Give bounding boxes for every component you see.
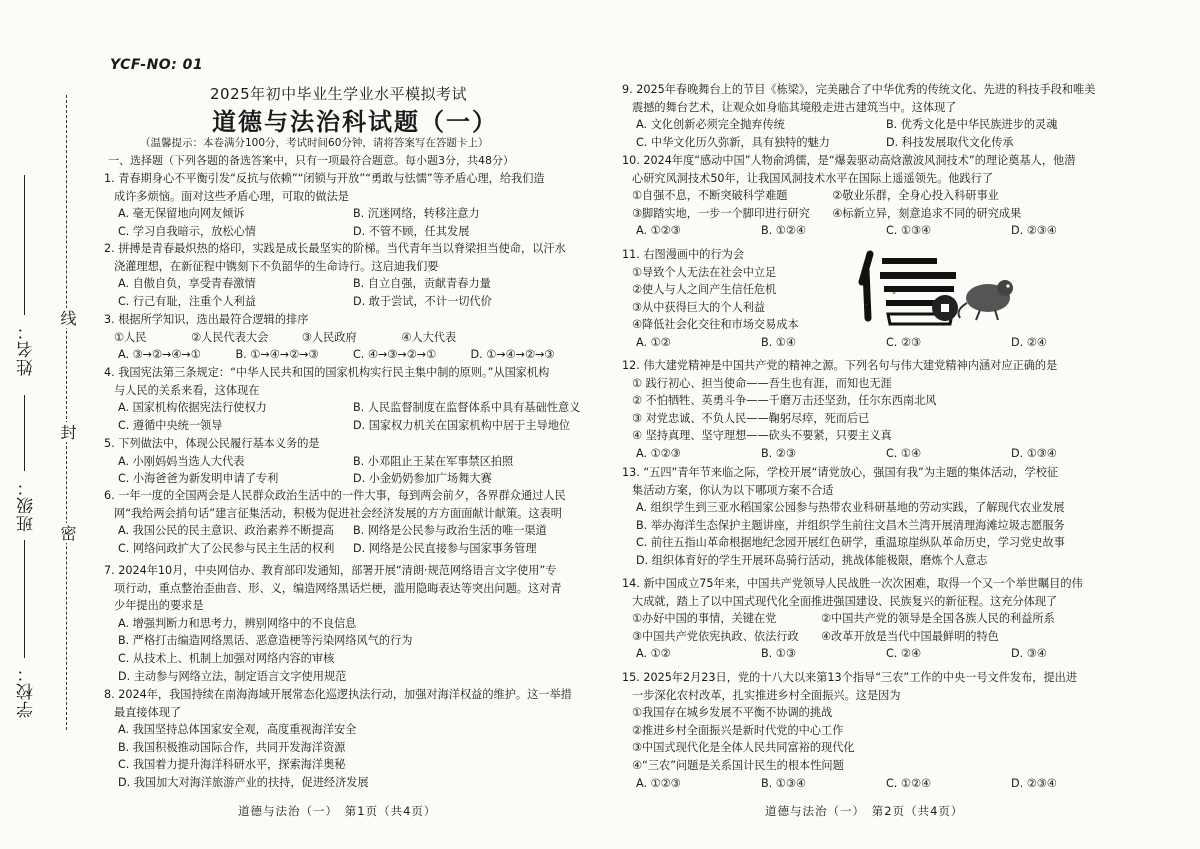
question-left_questions-3 (104, 364, 581, 432)
question-stem-line: 4. 我国宪法第三条规定：“中华人民共和国的国家机构实行民主集中制的原则。”从国家机构 (104, 366, 550, 379)
exam-title: 2025年初中毕业生学业水平模拟考试 (210, 85, 468, 103)
question-stem-line: ④降低社会化交往和市场交易成本 (632, 318, 799, 332)
question-stem-line: 8. 2024年，我国持续在南海海域开展常态化巡逻执法行动，加强对海洋权益的维护。这一举措 (104, 688, 572, 701)
option-b: B. ①④ (761, 336, 796, 349)
option-d: D. ②③④ (1011, 224, 1057, 238)
question-left_questions-5 (104, 487, 566, 555)
question-stem-line: ①我国存在城乡发展不平衡不协调的挑战 (632, 706, 833, 720)
option-d: D. 组织体育好的学生开展环岛骑行活动，挑战体能极限，磨炼个人意志 (636, 554, 988, 567)
name-underline (24, 175, 25, 315)
option-c: C. 行己有耻，注重个人利益 (118, 294, 256, 308)
question-stem-line: 10. 2024年度“感动中国”人物俞鸿儒，是“爆轰驱动高焓激波风洞技术”的理论奠基人，他潜 (622, 154, 1076, 167)
option-c: C. 我国着力提升海洋科研水平，探索海洋奥秘 (118, 758, 346, 772)
question-stem-line: 1. 青春期身心不平衡引发“反抗与依赖”“闭锁与开放”“勇敢与怯懦”等矛盾心理，给我们造 (104, 172, 545, 185)
binding-dashed-line (66, 95, 67, 730)
footer-page-2: 道德与法治（一） 第2页（共4页） (765, 804, 964, 818)
class-label: 班级： (17, 478, 37, 532)
binding-margin (0, 0, 100, 849)
option-b: B. ②③ (761, 447, 796, 460)
option-a: A. 小刚妈妈当选人大代表 (118, 454, 245, 468)
question-stem-line: 成许多烦恼。面对这些矛盾心理，可取的做法是 (114, 189, 349, 203)
option-d: D. 不管不顾，任其发展 (353, 224, 470, 238)
question-stem-line: 2. 拼搏是青春最炽热的烙印，实践是成长最坚实的阶梯。当代青年当以脊梁担当使命，以汗水 (104, 242, 566, 255)
question-stem-line: 11. 右图漫画中的行为会 (622, 248, 745, 261)
svg-text:“: “ (892, 291, 897, 300)
exam-subject-title: 道德与法治科试题（一） (212, 108, 498, 136)
question-stem-line: ①人民 ②人民代表大会 ③人民政府 ④人大代表 (114, 330, 457, 344)
option-c: C. ①④ (886, 447, 921, 460)
question-stem-line: 一步深化农村改革，扎实推进乡村全面振兴。这是因为 (632, 688, 901, 702)
question-left_questions-0 (104, 170, 545, 238)
section-heading: 一、选择题（下列各题的备选答案中，只有一项最符合题意。每小题3分，共48分） (108, 154, 514, 167)
option-b: B. ①③ (761, 647, 796, 661)
option-a: A. ①②③ (636, 224, 681, 238)
question-stem-line: 项行动，重点整治歪曲音、形、义，编造网络黑话烂梗，滥用隐晦表达等突出问题。这对青 (114, 581, 562, 595)
option-c: C. ④→③→②→① (353, 348, 437, 362)
question-stem-line: ①自强不息，不断突破科学难题 ②敬业乐群，全身心投入科研事业 (632, 189, 999, 203)
question-left_questions-1 (104, 240, 566, 308)
question-stem-line: 7. 2024年10月，中央网信办、教育部印发通知，部署开展“清朗·规范网络语言文字使用”专 (104, 564, 557, 577)
option-b: B. 自立自强，贡献青春力量 (353, 277, 491, 291)
rat-thief-icon (959, 280, 1013, 320)
question-right_questions-0 (622, 81, 1096, 149)
question-stem-line: ③中国式现代化是全体人民共同富裕的现代化 (632, 741, 855, 755)
question-stem-line: 13. “五四”青年节来临之际，学校开展“请党放心，强国有我”为主题的集体活动，学校征 (622, 466, 1059, 479)
question-stem-line: 9. 2025年春晚舞台上的节目《栋梁》，完美融合了中华优秀的传统文化、先进的科技手段和唯美 (622, 83, 1096, 96)
question-stem-line: 与人民的关系来看，这体现在 (114, 383, 260, 397)
question-stem-line: 心研究风洞技术50年，让我国风洞技术水平在国际上遥遥领先。他践行了 (632, 171, 994, 185)
option-a: A. 我国公民的民主意识、政治素养不断提高 (118, 524, 334, 538)
question-stem-line: 6. 一年一度的全国两会是人民群众政治生活中的一件大事，每到两会前夕，各界群众通过人民 (104, 489, 566, 502)
option-d: D. 小金奶奶参加广场舞大赛 (353, 472, 492, 486)
option-d: D. 科技发展取代文化传承 (886, 135, 1014, 149)
option-b: B. ①②④ (761, 224, 806, 238)
option-a: A. 自傲自负，享受青春激情 (118, 277, 256, 291)
cartoon-illustration (840, 248, 1015, 330)
option-d: D. 网络是公民直接参与国家事务管理 (353, 541, 537, 555)
question-stem-line: ②推进乡村全面振兴是新时代党的中心工作 (632, 723, 844, 737)
option-c: C. ②③ (886, 336, 921, 349)
question-right_questions-1 (622, 152, 1076, 238)
question-stem-line: 网“我给两会捎句话”建言征集活动，积极为促进社会经济发展的方方面面献计献策。这表明 (114, 506, 562, 520)
question-stem-line: ③ 对党忠诚、不负人民——鞠躬尽瘁，死而后已 (632, 411, 870, 425)
question-stem-line: 大成就，踏上了以中国式现代化全面推进强国建设、民族复兴的新征程。这充分体现了 (632, 594, 1058, 608)
question-stem-line: ①导致个人无法在社会中立足 (632, 265, 777, 279)
svg-text:”: ” (864, 303, 869, 312)
option-b: B. 沉迷网络，转移注意力 (353, 207, 480, 221)
question-right_questions-3 (622, 357, 1058, 460)
option-a: A. ①②③ (636, 447, 681, 460)
question-stem-line: 浇灌理想，在新征程中镌刻下不负韶华的生命诗行。这启迪我们要 (114, 259, 439, 273)
option-b: B. 网络是公民参与政治生活的唯一渠道 (353, 524, 547, 538)
option-c: C. ②④ (886, 647, 921, 661)
exam-note: （温馨提示：本卷满分100分，考试时间60分钟，请将答案写在答题卡上） (140, 137, 489, 149)
option-a: A. 我国坚持总体国家安全观，高度重视海洋安全 (118, 723, 357, 737)
class-underline (24, 395, 25, 471)
option-a: A. ①②③ (636, 776, 681, 790)
option-a: A. 增强判断力和思考力，辨别网络中的不良信息 (118, 616, 357, 630)
question-stem-line: ① 践行初心、担当使命——吾生也有涯，而知也无涯 (632, 376, 892, 390)
question-stem-line: 3. 根据所学知识，选出最符合逻辑的排序 (104, 313, 309, 326)
option-c: C. 网络问政扩大了公民参与民主生活的权利 (118, 541, 335, 555)
question-stem-line: ①办好中国的事情，关键在党 ②中国共产党的领导是全国各族人民的利益所系 (632, 612, 1055, 626)
question-stem-line: 15. 2025年2月23日，党的十八大以来第13个指导“三农”工作的中央一号文件发布，提出进 (622, 671, 1078, 684)
question-stem-line: 集活动方案，你认为以下哪项方案不合适 (632, 483, 834, 497)
option-d: D. ①→④→②→③ (470, 348, 555, 362)
coin-icon (932, 295, 958, 321)
question-stem-line: 震撼的舞台艺术，让观众如身临其境般走进古建筑当中。这体现了 (632, 100, 957, 114)
option-a: A. ①② (636, 336, 671, 349)
option-a: A. 毫无保留地向网友倾诉 (118, 207, 245, 221)
question-left_questions-6 (104, 562, 562, 683)
question-left_questions-7 (104, 686, 572, 789)
question-right_questions-2 (622, 246, 1047, 349)
option-b: B. 举办海洋生态保护主题讲座，并组织学生前往文昌木兰湾开展清理海滩垃圾志愿服务 (636, 518, 1065, 532)
option-b: B. ①③④ (761, 776, 806, 790)
option-b: B. ①→④→②→③ (235, 348, 319, 362)
option-a: A. ③→②→④→① (118, 348, 201, 362)
option-a: A. 文化创新必须完全抛弃传统 (636, 118, 785, 132)
binding-char-secret: 密 (58, 525, 77, 541)
question-stem-line: 最直接体现了 (114, 705, 182, 719)
school-label: 学校： (17, 664, 37, 718)
option-c: C. 前往五指山革命根据地纪念园开展红色研学，重温琼崖纵队革命历史，学习党史故事 (636, 536, 1065, 550)
question-stem-line: ②使人与人之间产生信任危机 (632, 283, 777, 297)
option-d: D. ②④ (1011, 336, 1047, 349)
option-c: C. 小海爸爸为新发明申请了专利 (118, 472, 279, 486)
option-c: C. ①②④ (886, 776, 932, 790)
question-left_questions-4 (104, 435, 514, 486)
option-d: D. 我国加大对海洋旅游产业的扶持，促进经济发展 (118, 776, 369, 789)
binding-char-seal: 封 (58, 424, 77, 440)
question-stem-line: ③中国共产党依宪执政、依法行政 ④改革开放是当代中国最鲜明的特色 (632, 629, 999, 643)
option-d: D. ①③④ (1011, 447, 1057, 460)
option-b: B. 优秀文化是中华民族进步的灵魂 (886, 118, 1058, 132)
option-c: C. 从技术上、机制上加强对网络内容的审核 (118, 652, 335, 665)
school-underline (24, 540, 25, 658)
option-a: A. ①② (636, 647, 671, 661)
option-d: D. ③④ (1011, 647, 1047, 661)
option-c: C. 中华文化历久弥新，具有独特的魅力 (636, 135, 830, 149)
question-stem-line: 5. 下列做法中，体现公民履行基本义务的是 (104, 437, 320, 450)
option-b: B. 严格打击编造网络黑话、恶意造梗等污染网络风气的行为 (118, 634, 413, 648)
option-d: D. 国家权力机关在国家机构中居于主导地位 (353, 418, 571, 432)
exam-code: YCF-NO: 01 (110, 57, 204, 73)
option-d: D. ②③④ (1011, 776, 1057, 790)
question-stem-line: ④“三农”问题是关系国计民生的根本性问题 (632, 758, 844, 772)
option-c: C. 遵循中央统一领导 (118, 418, 223, 432)
question-stem-line: 少年提出的要求是 (114, 599, 204, 613)
option-a: A. 组织学生到三亚水稻国家公园参与热带农业科研基地的劳动实践，了解现代农业发展 (636, 501, 1065, 515)
option-a: A. 国家机构依据宪法行使权力 (118, 401, 267, 415)
footer-page-1: 道德与法治（一） 第1页（共4页） (238, 804, 437, 818)
option-d: D. 主动参与网络立法，制定语言文字使用规范 (118, 669, 347, 683)
question-stem-line: ③脚踏实地，一步一个脚印进行研究 ④标新立异，刻意追求不同的研究成果 (632, 206, 1022, 220)
question-right_questions-6 (622, 669, 1078, 790)
question-left_questions-2 (104, 311, 555, 362)
option-c: C. 学习自我暗示，放松心情 (118, 224, 256, 238)
question-right_questions-5 (622, 575, 1083, 661)
option-b: B. 小邓阻止王某在军事禁区拍照 (353, 454, 514, 468)
question-stem-line: 12. 伟大建党精神是中国共产党的精神之源。下列名句与伟大建党精神内涵对应正确的是 (622, 359, 1058, 372)
option-c: C. ①③④ (886, 224, 932, 238)
option-b: B. 我国积极推动国际合作，共同开发海洋资源 (118, 740, 346, 754)
option-b: B. 人民监督制度在监督体系中具有基础性意义 (353, 401, 581, 415)
binding-char-line: 线 (58, 310, 77, 326)
question-stem-line: ③从中获得巨大的个人利益 (632, 300, 766, 314)
name-label: 姓名： (17, 322, 37, 376)
option-d: D. 敢于尝试，不计一切代价 (353, 294, 492, 308)
question-right_questions-4 (622, 464, 1065, 567)
question-stem-line: ② 不怕牺牲、英勇斗争——千磨万击还坚劲，任尔东西南北风 (632, 394, 937, 408)
question-stem-line: 14. 新中国成立75年来，中国共产党领导人民战胜一次次困难，取得一个又一个举世瞩目的伟 (622, 577, 1083, 590)
question-stem-line: ④ 坚持真理、坚守理想——砍头不要紧，只要主义真 (632, 429, 892, 443)
